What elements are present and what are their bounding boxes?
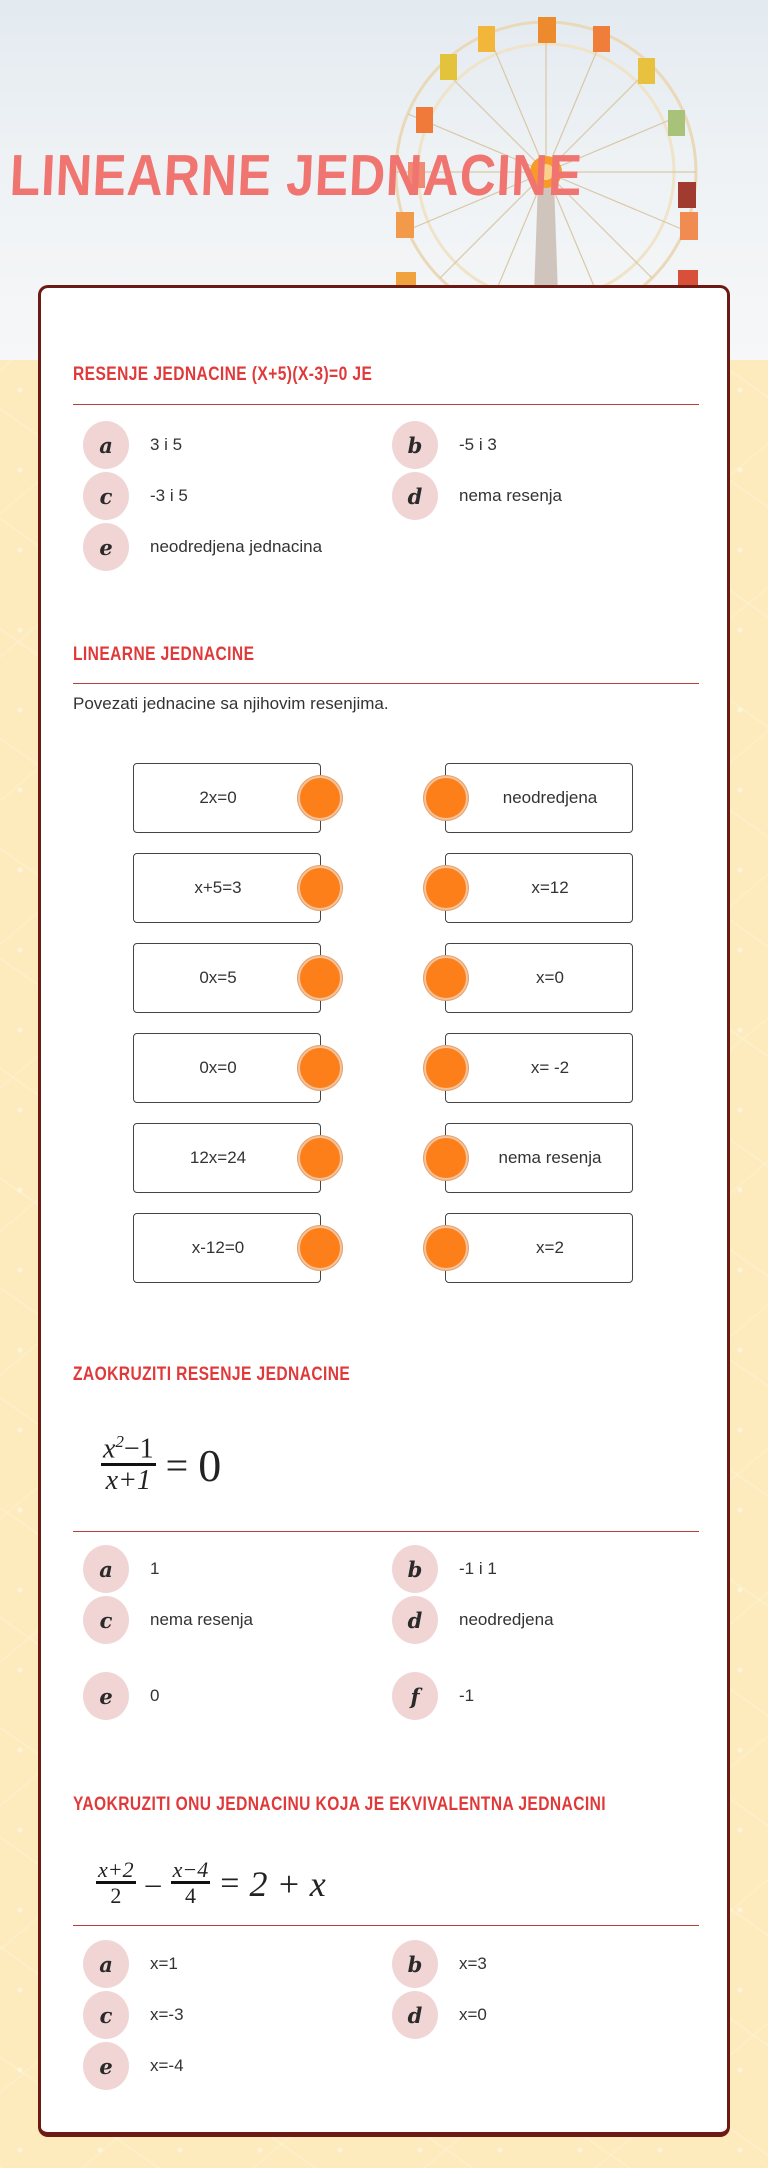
question-4-option-e[interactable] — [83, 2042, 383, 2090]
option-text: 0 — [150, 1686, 160, 1705]
question-1-option-b[interactable] — [392, 421, 692, 469]
question-3-option-e[interactable] — [83, 1672, 383, 1720]
equation-fraction: $\frac{x^2-1}{x+1}$ — [103, 1432, 154, 1497]
option-letter-badge: a — [83, 421, 129, 469]
match-left-connector-dot[interactable] — [298, 776, 342, 820]
match-right-item[interactable]: neodredjena — [445, 763, 633, 833]
match-right-connector-dot[interactable] — [424, 1136, 468, 1180]
question-1-option-d[interactable] — [392, 472, 692, 520]
option-text: nema resenja — [459, 486, 563, 505]
option-letter-badge: d — [392, 1991, 438, 2039]
equation-fraction-2: $\frac{x-4}{4}$ — [172, 1857, 209, 1908]
question-4-option-a[interactable] — [83, 1940, 383, 1988]
option-text: neodredjena jednacina — [150, 537, 323, 556]
option-letter-badge: c — [83, 472, 129, 520]
match-left-item[interactable]: 0x=0 — [133, 1033, 321, 1103]
option-letter-badge: e — [83, 523, 129, 571]
question-3-option-c[interactable] — [83, 1596, 383, 1644]
match-left-connector-dot[interactable] — [298, 1226, 342, 1270]
option-text: nema resenja — [150, 1610, 254, 1629]
question-4-option-b[interactable] — [392, 1940, 692, 1988]
match-right-connector-dot[interactable] — [424, 866, 468, 910]
match-left-item[interactable]: 2x=0 — [133, 763, 321, 833]
question-3-equation: $\frac{x^2-1}{x+1}$ = 0 — [103, 1432, 222, 1497]
equation-fraction-1: $\frac{x+2}{2}$ — [98, 1857, 134, 1908]
question-1-divider — [73, 404, 699, 405]
option-text: neodredjena — [459, 1610, 554, 1629]
option-text: -5 i 3 — [459, 435, 497, 454]
option-letter-badge: f — [392, 1672, 438, 1720]
match-right-item[interactable]: x=12 — [445, 853, 633, 923]
question-4-option-d[interactable] — [392, 1991, 692, 2039]
question-4-option-c[interactable] — [83, 1991, 383, 2039]
option-letter-badge: b — [392, 1940, 438, 1988]
match-right-connector-dot[interactable] — [424, 776, 468, 820]
option-letter-badge: a — [83, 1940, 129, 1988]
option-letter-badge: b — [392, 421, 438, 469]
match-left-connector-dot[interactable] — [298, 866, 342, 910]
option-letter-badge: c — [83, 1596, 129, 1644]
option-text: x=0 — [459, 2005, 487, 2024]
question-2-title: LINEARNE JEDNACINE — [73, 644, 255, 665]
match-right-item[interactable]: x=2 — [445, 1213, 633, 1283]
option-letter-badge: d — [392, 1596, 438, 1644]
question-4-title: YAOKRUZITI ONU JEDNACINU KOJA JE EKVIVALENTNA JEDNACINI — [73, 1794, 607, 1815]
question-3-option-f[interactable] — [392, 1672, 692, 1720]
question-3-option-a[interactable] — [83, 1545, 383, 1593]
match-right-connector-dot[interactable] — [424, 1226, 468, 1270]
match-right-item[interactable]: x=0 — [445, 943, 633, 1013]
match-left-connector-dot[interactable] — [298, 1136, 342, 1180]
option-text: x=3 — [459, 1954, 487, 1973]
option-letter-badge: d — [392, 472, 438, 520]
option-text: 3 i 5 — [150, 435, 183, 454]
question-3-divider — [73, 1531, 699, 1532]
option-text: -3 i 5 — [150, 486, 188, 505]
page-title: LINEARNE JEDNACINE — [8, 143, 585, 208]
match-left-item[interactable]: x-12=0 — [133, 1213, 321, 1283]
question-3-title: ZAOKRUZITI RESENJE JEDNACINE — [73, 1364, 351, 1385]
option-text: x=-4 — [150, 2056, 184, 2075]
match-left-item[interactable]: 12x=24 — [133, 1123, 321, 1193]
match-left-item[interactable]: x+5=3 — [133, 853, 321, 923]
question-4-equation: $\frac{x+2}{2}$ – $\frac{x-4}{4}$ = 2 + x — [98, 1857, 326, 1908]
match-right-connector-dot[interactable] — [424, 1046, 468, 1090]
option-text: -1 i 1 — [459, 1559, 497, 1578]
question-1-option-c[interactable] — [83, 472, 383, 520]
option-letter-badge: e — [83, 2042, 129, 2090]
option-letter-badge: a — [83, 1545, 129, 1593]
option-letter-badge: e — [83, 1672, 129, 1720]
match-left-connector-dot[interactable] — [298, 1046, 342, 1090]
option-letter-badge: b — [392, 1545, 438, 1593]
option-text: x=1 — [150, 1954, 178, 1973]
match-left-item[interactable]: 0x=5 — [133, 943, 321, 1013]
question-3-option-d[interactable] — [392, 1596, 692, 1644]
question-3-option-b[interactable] — [392, 1545, 692, 1593]
option-text: 1 — [150, 1559, 160, 1578]
match-right-item[interactable]: x= -2 — [445, 1033, 633, 1103]
worksheet-card — [38, 285, 730, 2137]
question-1-option-e[interactable] — [83, 523, 383, 571]
question-2-instruction: Povezati jednacine sa njihovim resenjima. — [73, 694, 389, 713]
question-1-title: RESENJE JEDNACINE (X+5)(X-3)=0 JE — [73, 364, 373, 385]
question-2-divider — [73, 683, 699, 684]
match-left-connector-dot[interactable] — [298, 956, 342, 1000]
option-text: x=-3 — [150, 2005, 184, 2024]
option-text: -1 — [459, 1686, 475, 1705]
question-4-divider — [73, 1925, 699, 1926]
match-right-item[interactable]: nema resenja — [445, 1123, 633, 1193]
match-right-connector-dot[interactable] — [424, 956, 468, 1000]
option-letter-badge: c — [83, 1991, 129, 2039]
question-1-option-a[interactable] — [83, 421, 383, 469]
